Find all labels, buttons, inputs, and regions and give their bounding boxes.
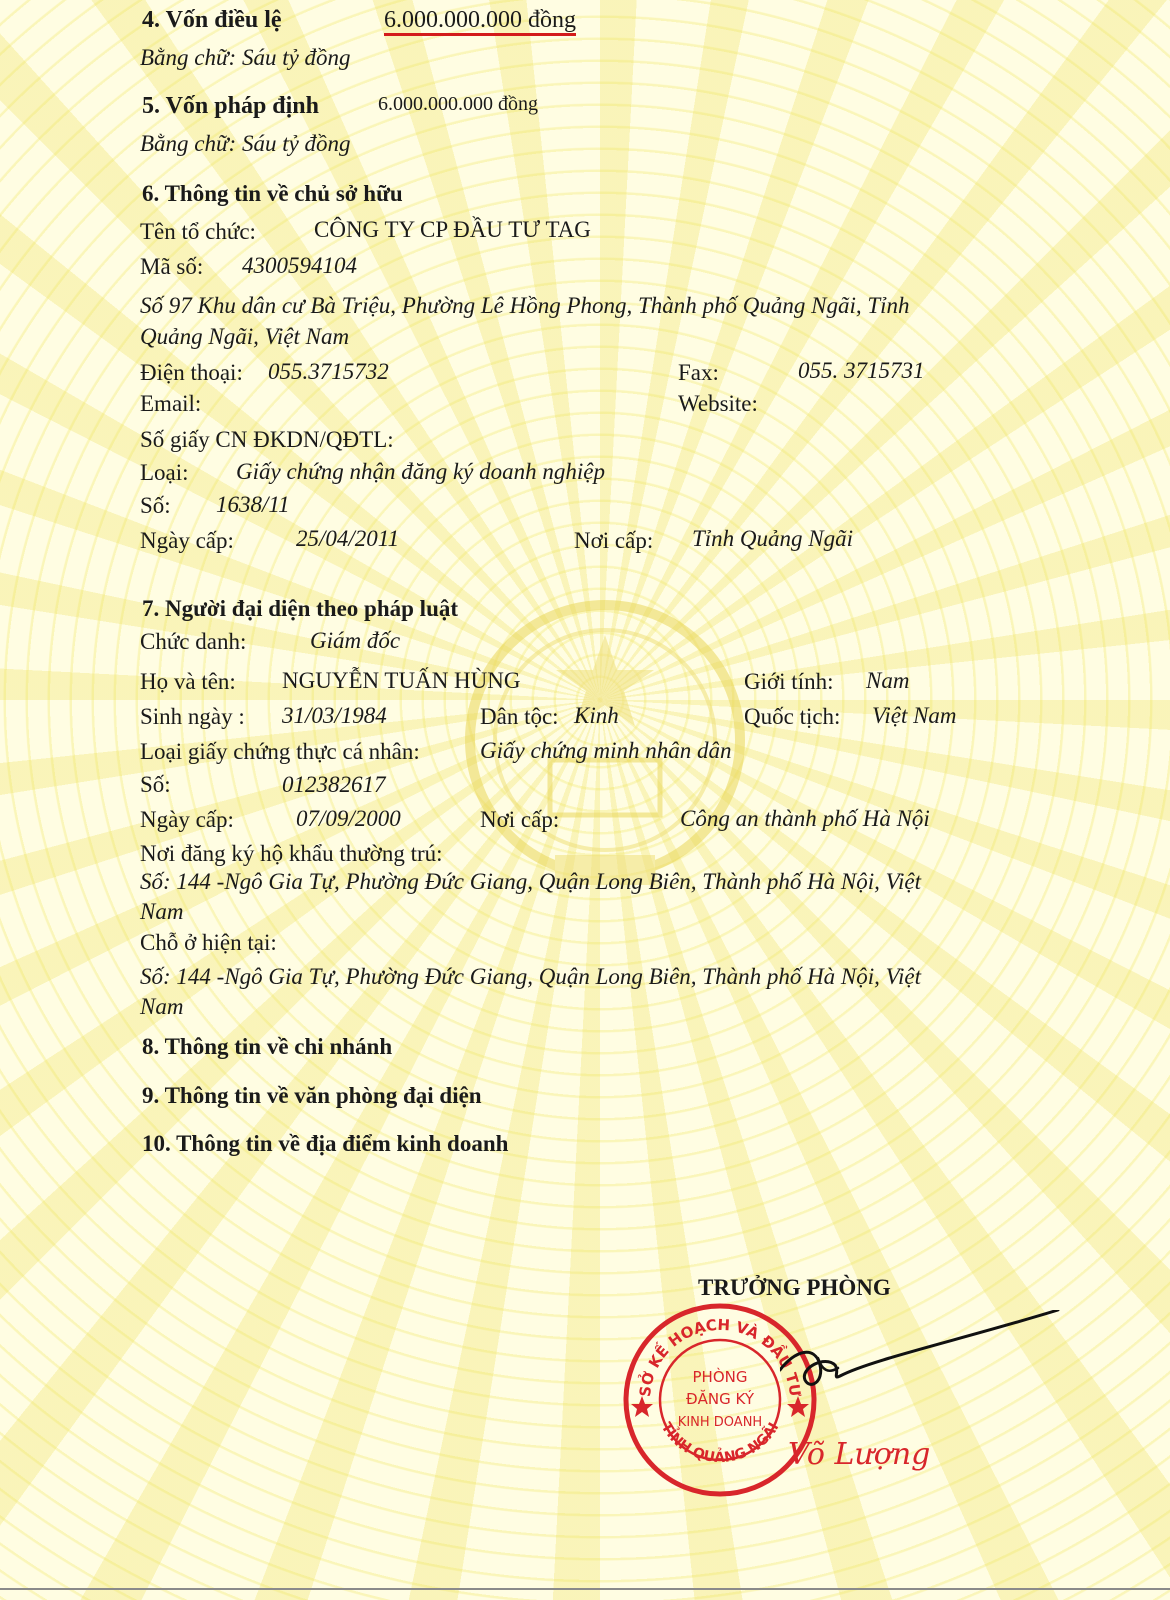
- section5-title: 5. Vốn pháp định: [142, 93, 319, 119]
- current-address-label: Chỗ ở hiện tại:: [140, 930, 277, 955]
- permanent-address-line2: Nam: [140, 899, 184, 924]
- gender-label: Giới tính:: [744, 669, 834, 694]
- tax-code-label: Mã số:: [140, 254, 204, 279]
- org-name-label: Tên tổ chức:: [140, 219, 256, 244]
- cert-date-value: 25/04/2011: [296, 526, 400, 551]
- fullname-value: NGUYỄN TUẤN HÙNG: [282, 668, 521, 693]
- dob-label: Sinh ngày :: [140, 704, 245, 729]
- phone-label: Điện thoại:: [140, 360, 243, 385]
- cert-type-value: Giấy chứng nhận đăng ký doanh nghiệp: [236, 459, 605, 484]
- id-place-label: Nơi cấp:: [480, 807, 560, 832]
- cert-number-label: Số:: [140, 493, 171, 518]
- ethnic-value: Kinh: [574, 703, 619, 728]
- current-address-line2: Nam: [140, 994, 184, 1019]
- id-type-label: Loại giấy chứng thực cá nhân:: [140, 739, 420, 764]
- position-label: Chức danh:: [140, 629, 247, 654]
- cert-date-label: Ngày cấp:: [140, 528, 234, 553]
- page-bottom-rule: [0, 1588, 1170, 1590]
- cert-place-label: Nơi cấp:: [574, 528, 654, 553]
- cert-type-label: Loại:: [140, 460, 189, 485]
- section10-title: 10. Thông tin về địa điểm kinh doanh: [142, 1131, 509, 1156]
- id-place-value: Công an thành phố Hà Nội: [680, 806, 930, 831]
- id-number-label: Số:: [140, 772, 171, 797]
- permanent-address-line1: Số: 144 -Ngô Gia Tự, Phường Đức Giang, Quận Long Biên, Thành phố Hà Nội, Việt: [140, 869, 921, 894]
- fax-value: 055. 3715731: [798, 358, 925, 383]
- charter-capital-value: 6.000.000.000 đồng: [384, 8, 576, 36]
- svg-text:PHÒNG: PHÒNG: [692, 1368, 748, 1386]
- current-address-line1: Số: 144 -Ngô Gia Tự, Phường Đức Giang, Quận Long Biên, Thành phố Hà Nội, Việt: [140, 964, 921, 989]
- website-label: Website:: [678, 391, 758, 416]
- svg-text:SỞ KẾ HOẠCH VÀ ĐẦU TƯ: SỞ KẾ HOẠCH VÀ ĐẦU TƯ: [635, 1315, 805, 1398]
- signer-name: Võ Lượng: [788, 1437, 931, 1472]
- email-label: Email:: [140, 391, 202, 416]
- owner-address-line2: Quảng Ngãi, Việt Nam: [140, 324, 350, 349]
- section6-title: 6. Thông tin về chủ sở hữu: [142, 181, 403, 206]
- cert-label: Số giấy CN ĐKDN/QĐTL:: [140, 427, 394, 452]
- owner-address-line1: Số 97 Khu dân cư Bà Triệu, Phường Lê Hồng Phong, Thành phố Quảng Ngãi, Tỉnh: [140, 293, 910, 318]
- permanent-address-label: Nơi đăng ký hộ khẩu thường trú:: [140, 841, 443, 866]
- svg-text:KINH DOANH: KINH DOANH: [677, 1415, 763, 1430]
- id-date-label: Ngày cấp:: [140, 807, 234, 832]
- dob-value: 31/03/1984: [282, 703, 387, 728]
- nationality-label: Quốc tịch:: [744, 704, 841, 729]
- signer-role: TRƯỞNG PHÒNG: [698, 1275, 891, 1300]
- ethnic-label: Dân tộc:: [480, 704, 559, 729]
- svg-text:TỈNH QUẢNG NGÃI: TỈNH QUẢNG NGÃI: [657, 1419, 783, 1466]
- legal-capital-words: Bằng chữ: Sáu tỷ đồng: [140, 131, 351, 156]
- cert-number-value: 1638/11: [216, 492, 290, 517]
- cert-place-value: Tỉnh Quảng Ngãi: [692, 526, 854, 551]
- nationality-value: Việt Nam: [872, 703, 957, 728]
- tax-code-value: 4300594104: [242, 253, 357, 278]
- section8-title: 8. Thông tin về chi nhánh: [142, 1034, 393, 1059]
- phone-value: 055.3715732: [268, 359, 389, 384]
- org-name-value: CÔNG TY CP ĐẦU TƯ TAG: [314, 217, 591, 242]
- id-type-value: Giấy chứng minh nhân dân: [480, 738, 732, 763]
- id-number-value: 012382617: [282, 772, 386, 797]
- position-value: Giám đốc: [310, 628, 401, 653]
- legal-capital-value: 6.000.000.000 đồng: [378, 93, 538, 115]
- handwritten-signature: [780, 1310, 1080, 1410]
- svg-text:ĐĂNG KÝ: ĐĂNG KÝ: [686, 1390, 754, 1408]
- gender-value: Nam: [866, 668, 910, 693]
- fax-label: Fax:: [678, 360, 719, 385]
- section9-title: 9. Thông tin về văn phòng đại diện: [142, 1083, 482, 1108]
- charter-capital-words: Bằng chữ: Sáu tỷ đồng: [140, 45, 351, 70]
- section7-title: 7. Người đại diện theo pháp luật: [142, 596, 459, 621]
- id-date-value: 07/09/2000: [296, 806, 401, 831]
- section4-title: 4. Vốn điều lệ: [142, 7, 282, 33]
- fullname-label: Họ và tên:: [140, 669, 236, 694]
